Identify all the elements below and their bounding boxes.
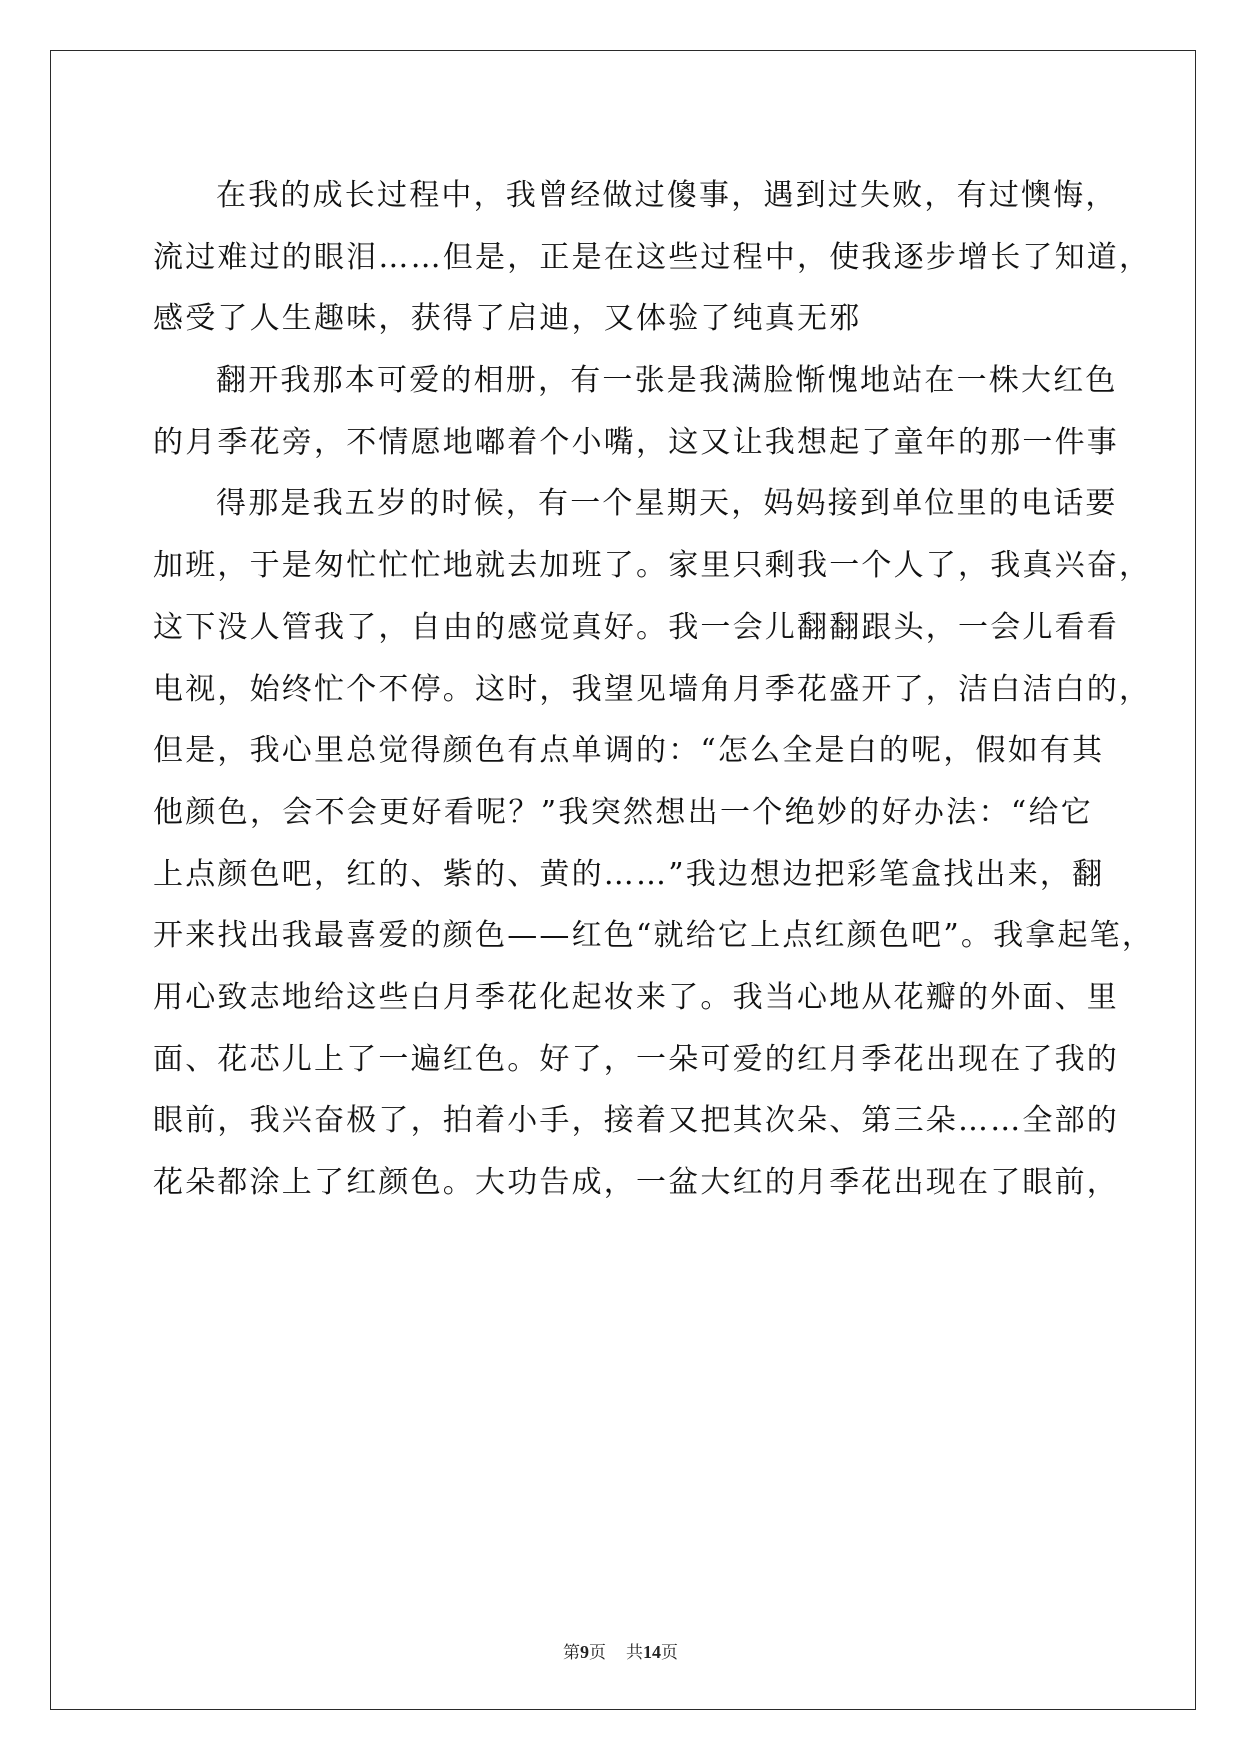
text-line: 得那是我五岁的时候，有一个星期天，妈妈接到单位里的电话要 [216, 486, 1118, 522]
text-line: 加班，于是匆忙忙忙地就去加班了。家里只剩我一个人了，我真兴奋， [153, 548, 1152, 584]
text-line: 感受了人生趣味，获得了启迪，又体验了纯真无邪 [153, 301, 862, 337]
text-line: 眼前，我兴奋极了，拍着小手，接着又把其次朵、第三朵……全部的 [153, 1103, 1119, 1139]
paragraph [153, 165, 1152, 350]
text-line: 翻开我那本可爱的相册，有一张是我满脸惭愧地站在一株大红色 [216, 363, 1118, 399]
text-line: 上点颜色吧，红的、紫的、黄的……”我边想边把彩笔盒找出来，翻 [153, 856, 1105, 892]
text-line: 在我的成长过程中，我曾经做过傻事，遇到过失败，有过懊悔， [216, 178, 1118, 213]
footer-page-suffix: 页 [589, 1643, 606, 1662]
text-line: 面、花芯儿上了一遍红色。好了，一朵可爱的红月季花出现在了我的 [153, 1041, 1119, 1077]
text-line: 这下没人管我了，自由的感觉真好。我一会儿翻翻跟头，一会儿看看 [153, 609, 1119, 645]
text-line: 但是，我心里总觉得颜色有点单调的：“怎么全是白的呢，假如有其 [153, 733, 1105, 769]
text-line: 的月季花旁，不情愿地嘟着个小嘴，这又让我想起了童年的那一件事 [153, 424, 1119, 460]
footer-total-suffix: 页 [661, 1643, 678, 1662]
footer-page-prefix: 第 [563, 1643, 580, 1662]
page-footer [0, 1638, 1241, 1663]
document-body [153, 165, 1155, 1214]
paragraph [153, 350, 1119, 473]
footer-page-number: 9 [580, 1642, 589, 1662]
text-line: 流过难过的眼泪……但是，正是在这些过程中，使我逐步增长了知道， [153, 239, 1152, 275]
paragraph [153, 473, 1155, 1213]
text-line: 开来找出我最喜爱的颜色——红色“就给它上点红颜色吧”。我拿起笔， [153, 918, 1155, 954]
text-line: 用心致志地给这些白月季花化起妆来了。我当心地从花瓣的外面、里 [153, 979, 1119, 1015]
text-line: 电视，始终忙个不停。这时，我望见墙角月季花盛开了，洁白洁白的， [153, 671, 1152, 707]
footer-total-pages: 14 [643, 1642, 661, 1662]
text-line: 花朵都涂上了红颜色。大功告成，一盆大红的月季花出现在了眼前， [153, 1165, 1119, 1200]
text-line: 他颜色，会不会更好看呢？”我突然想出一个绝妙的好办法：“给它 [153, 794, 1093, 830]
footer-total-prefix: 共 [626, 1643, 643, 1662]
